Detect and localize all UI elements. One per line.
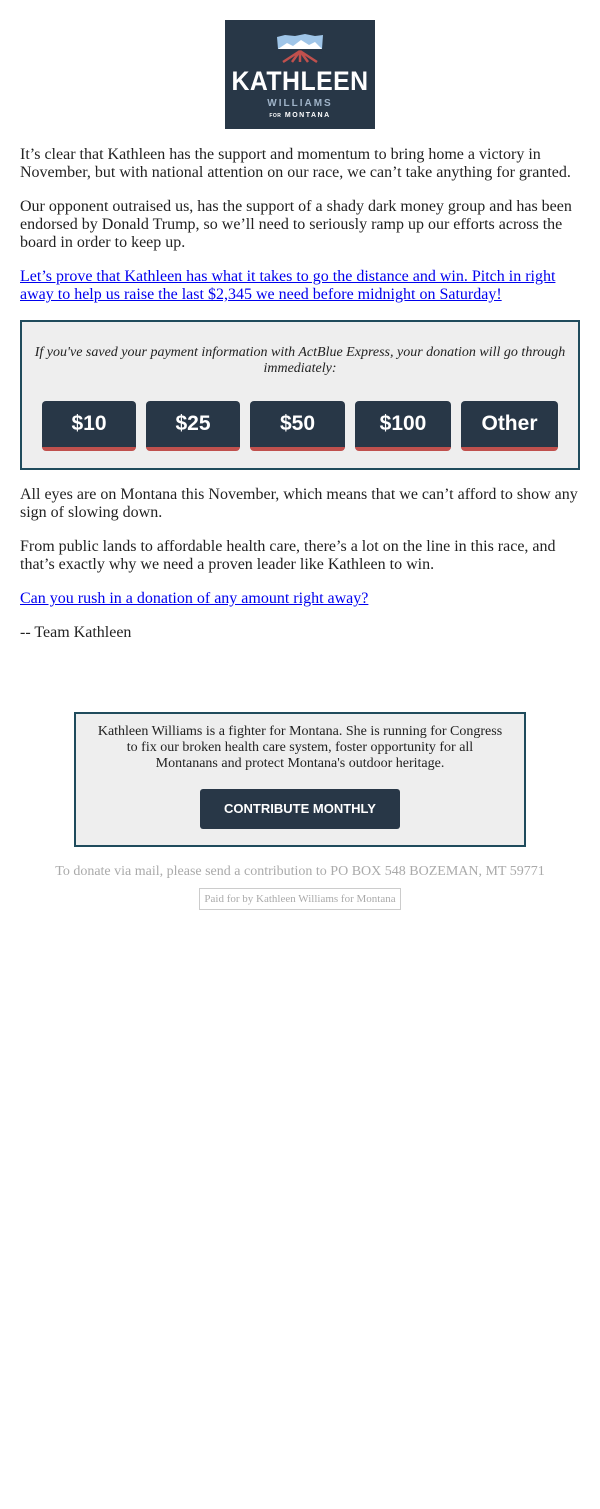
pitch-in-link[interactable]: Let’s prove that Kathleen has what it takes to go the distance and win. Pitch in right away to help us raise the last $2,345 we need before midnight on Saturday! bbox=[20, 268, 556, 303]
actblue-note: If you've saved your payment information with ActBlue Express, your donation will go through immediately: bbox=[34, 345, 566, 376]
contribute-monthly-button[interactable]: CONTRIBUTE MONTHLY bbox=[200, 789, 400, 829]
paragraph-all-eyes: All eyes are on Montana this November, which means that we can’t afford to show any sign of slowing down. bbox=[20, 486, 578, 521]
donation-buttons bbox=[42, 401, 558, 451]
donate-25-button[interactable]: $25 bbox=[146, 401, 240, 451]
rush-donation-link[interactable]: Can you rush in a donation of any amount right away? bbox=[20, 590, 369, 607]
footer-box bbox=[74, 712, 526, 847]
paragraph-opponent: Our opponent outraised us, has the support of a shady dark money group and has been endorsed by Donald Trump, so we’ll need to seriously ramp up our efforts across the board in order to keep up. bbox=[20, 198, 572, 251]
donate-10-button[interactable]: $10 bbox=[42, 401, 136, 451]
paragraph-public-lands: From public lands to affordable health care, there’s a lot on the line in this race, and that’s exactly why we need a proven leader like Kathleen to win. bbox=[20, 538, 556, 573]
donate-100-button[interactable]: $100 bbox=[355, 401, 451, 451]
paragraph-intro: It’s clear that Kathleen has the support and momentum to bring home a victory in November, but with national attention on our race, we can’t take anything for granted. bbox=[20, 146, 571, 181]
signoff: -- Team Kathleen bbox=[20, 624, 132, 641]
logo-for: FOR bbox=[269, 113, 282, 119]
mountain-logo-icon bbox=[275, 33, 325, 65]
campaign-logo bbox=[225, 20, 375, 129]
logo-name: KATHLEEN bbox=[231, 66, 369, 96]
logo-surname: WILLIAMS bbox=[267, 98, 333, 109]
footer-text: Kathleen Williams is a fighter for Montana. She is running for Congress to fix our broken health care system, foster opportunity for all Montanans and protect Montana's outdoor heritage. bbox=[97, 724, 503, 771]
paid-for-disclaimer: Paid for by Kathleen Williams for Montana bbox=[199, 888, 400, 910]
mail-donation-note: To donate via mail, please send a contribution to PO BOX 548 BOZEMAN, MT 59771 bbox=[55, 864, 545, 879]
donate-50-button[interactable]: $50 bbox=[250, 401, 345, 451]
logo-state-name: MONTANA bbox=[284, 112, 331, 119]
donation-box bbox=[20, 320, 580, 470]
logo-state bbox=[225, 112, 375, 119]
donate-other-button[interactable]: Other bbox=[461, 401, 558, 451]
